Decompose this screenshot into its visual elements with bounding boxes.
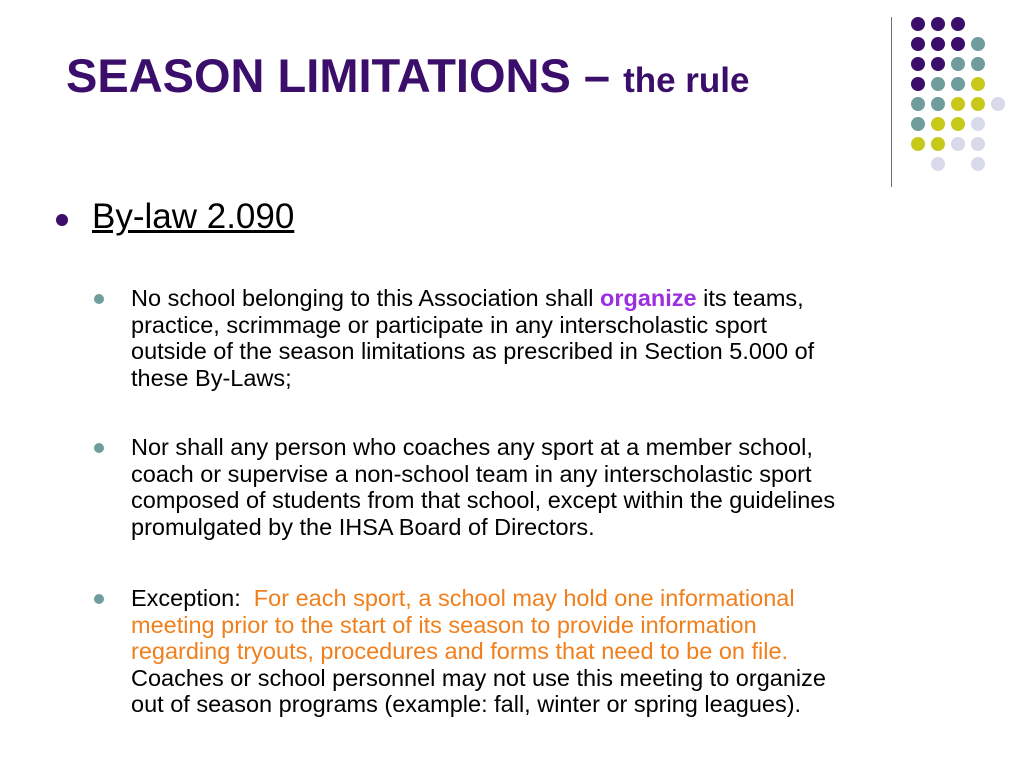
exception-highlight: For each sport, a school may hold one informational [253, 585, 795, 611]
text-line: Nor shall any person who coaches any sport at a member school, [131, 434, 813, 460]
dot [931, 117, 945, 131]
dot [971, 137, 985, 151]
dot [911, 137, 925, 151]
text-line: coach or supervise a non-school team in any interscholastic sport [131, 460, 812, 487]
dot [931, 37, 945, 51]
bullet-icon [94, 594, 104, 604]
dot [971, 157, 985, 171]
text-line: out of season programs (example: fall, winter or spring leagues). [131, 691, 802, 717]
bullet-icon [94, 294, 104, 304]
dot [931, 57, 945, 71]
dot [911, 57, 925, 71]
dot [931, 97, 945, 111]
text-run: its teams, [703, 285, 804, 311]
dot [931, 137, 945, 151]
dot [951, 97, 965, 111]
dot [951, 37, 965, 51]
text-run: No school belonging to this Association shall [131, 285, 594, 311]
dot [971, 97, 985, 111]
text-line [131, 285, 991, 312]
page-title [66, 49, 750, 102]
dot [911, 17, 925, 31]
bylaw-label: By-law 2.090 [92, 197, 295, 236]
text-line [131, 585, 991, 612]
dot [971, 117, 985, 131]
dot [971, 57, 985, 71]
title-main: SEASON LIMITATIONS – [66, 49, 611, 102]
text-line: composed of students from that school, except within the guidelines [131, 487, 836, 513]
exception-label: Exception: [131, 585, 241, 611]
dot [911, 97, 925, 111]
text-line: promulgated by the IHSA Board of Directors. [131, 513, 595, 540]
title-divider [891, 17, 892, 187]
dot [951, 117, 965, 131]
text-line: Coaches or school personnel may not use this meeting to organize [131, 664, 826, 691]
bullet-icon [56, 214, 68, 226]
dot [951, 57, 965, 71]
text-line: outside of the season limitations as prescribed in Section 5.000 of [131, 338, 815, 364]
text-line: meeting prior to the start of its season to provide information [131, 611, 757, 638]
dot [991, 97, 1005, 111]
paragraph-text [131, 585, 991, 718]
dot [911, 117, 925, 131]
paragraph-text [131, 434, 991, 540]
text-line: regarding tryouts, procedures and forms that need to be on file. [131, 638, 789, 664]
bullet-icon [94, 443, 104, 453]
text-line: these By-Laws; [131, 364, 292, 391]
title-sub: the rule [623, 61, 750, 100]
dot [931, 77, 945, 91]
dot [951, 17, 965, 31]
dot [931, 157, 945, 171]
emphasis-organize: organize [599, 285, 697, 311]
dot [911, 37, 925, 51]
dot [971, 37, 985, 51]
dot [971, 77, 985, 91]
dot [951, 137, 965, 151]
dot [951, 77, 965, 91]
dot [931, 17, 945, 31]
paragraph-text [131, 285, 991, 391]
text-line: practice, scrimmage or participate in any interscholastic sport [131, 311, 768, 338]
dot [911, 77, 925, 91]
